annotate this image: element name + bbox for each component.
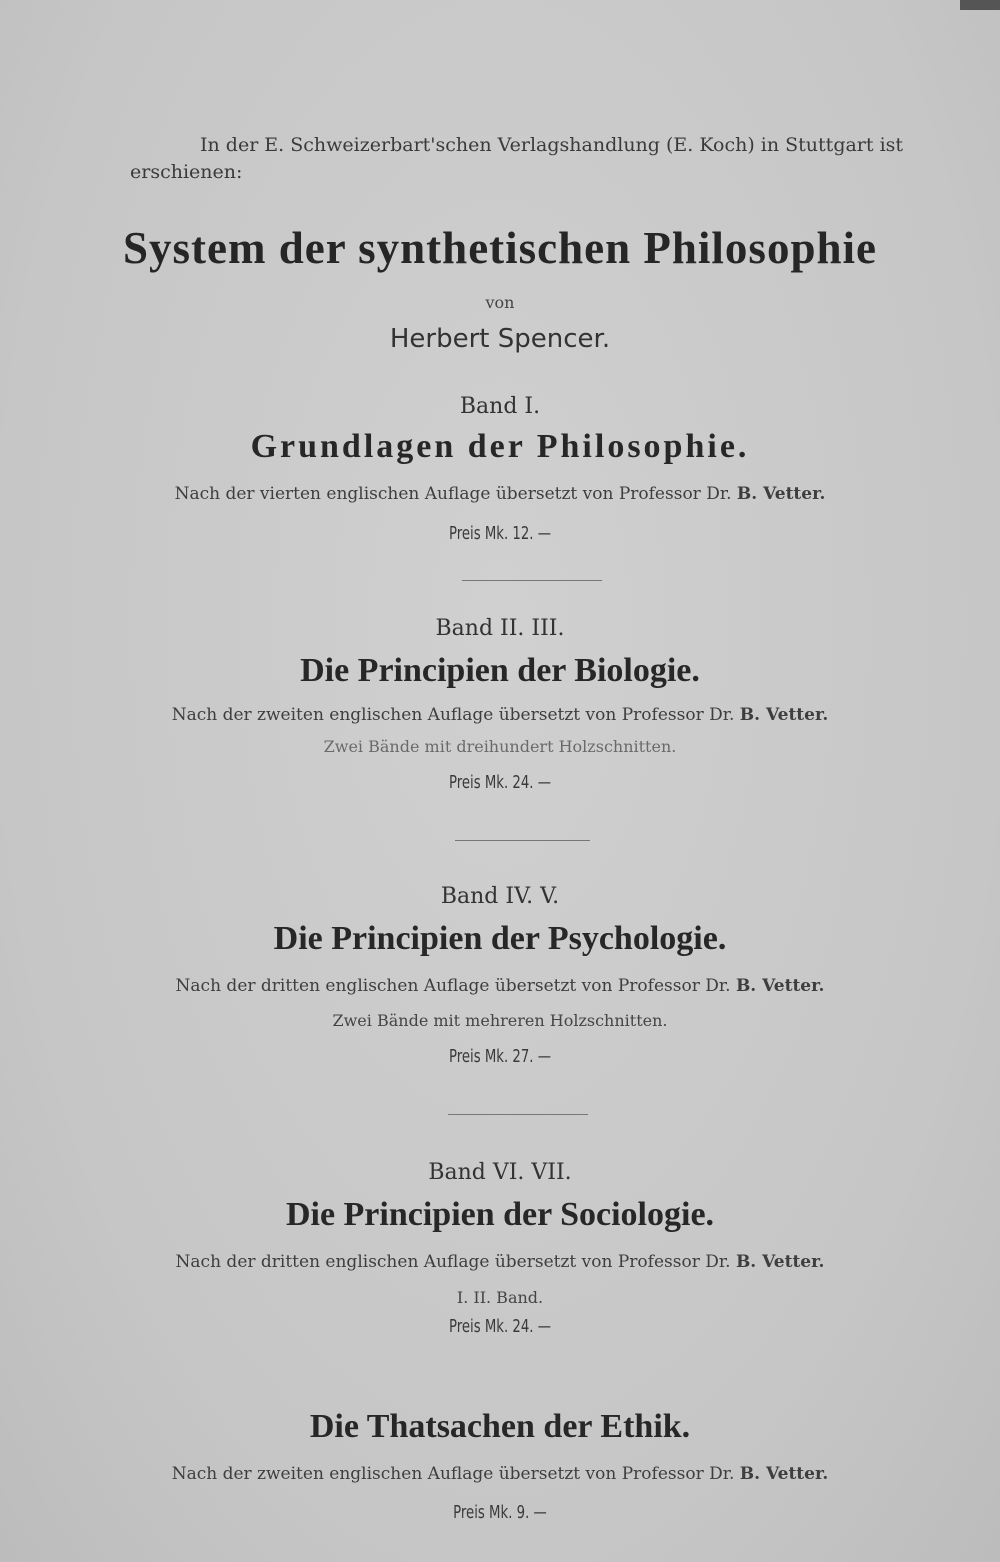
main-title: System der synthetischen Philosophie bbox=[123, 223, 877, 273]
volume-4-title: Die Principien der Sociologie. bbox=[285, 1196, 715, 1233]
volume-4-band: Band VI. VII. bbox=[428, 1160, 572, 1185]
divider-2 bbox=[455, 840, 590, 841]
volume-1-translation: Nach der vierten englischen Auflage übersetzt von Professor Dr. B. Vetter. bbox=[174, 484, 826, 504]
volume-2-price: Preis Mk. 24. — bbox=[448, 772, 552, 793]
volume-1-band: Band I. bbox=[459, 394, 541, 419]
corner-mark bbox=[960, 0, 1000, 10]
author-name: Herbert Spencer. bbox=[389, 324, 611, 354]
volume-3-price: Preis Mk. 27. — bbox=[448, 1046, 552, 1067]
volume-2-title: Die Principien der Biologie. bbox=[300, 652, 700, 689]
intro-text: In der E. Schweizerbart'schen Verlagshandlung (E. Koch) in Stuttgart ist erschienen: bbox=[130, 134, 904, 183]
divider-1 bbox=[462, 580, 602, 581]
divider-3 bbox=[448, 1114, 588, 1115]
volume-4-translation: Nach der dritten englischen Auflage übersetzt von Professor Dr. B. Vetter. bbox=[175, 1252, 825, 1272]
volume-2-band: Band II. III. bbox=[435, 616, 565, 641]
volume-5-translation: Nach der zweiten englischen Auflage übersetzt von Professor Dr. B. Vetter. bbox=[171, 1464, 829, 1484]
volume-5-title: Die Thatsachen der Ethik. bbox=[309, 1408, 691, 1445]
volume-1-price: Preis Mk. 12. — bbox=[448, 523, 552, 544]
volume-4-price: Preis Mk. 24. — bbox=[448, 1316, 552, 1337]
volume-2-note: Zwei Bände mit dreihundert Holzschnitten. bbox=[323, 737, 677, 756]
volume-1-title: Grundlagen der Philosophie. bbox=[250, 428, 750, 465]
volume-4-note: I. II. Band. bbox=[456, 1288, 544, 1307]
volume-3-translation: Nach der dritten englischen Auflage übersetzt von Professor Dr. B. Vetter. bbox=[175, 976, 825, 996]
volume-5-price: Preis Mk. 9. — bbox=[453, 1502, 547, 1523]
volume-3-note: Zwei Bände mit mehreren Holzschnitten. bbox=[332, 1011, 668, 1030]
volume-3-title: Die Principien der Psychologie. bbox=[273, 920, 727, 957]
volume-2-translation: Nach der zweiten englischen Auflage übersetzt von Professor Dr. B. Vetter. bbox=[171, 705, 829, 725]
volume-3-band: Band IV. V. bbox=[440, 884, 560, 909]
von-text: von bbox=[485, 293, 515, 312]
